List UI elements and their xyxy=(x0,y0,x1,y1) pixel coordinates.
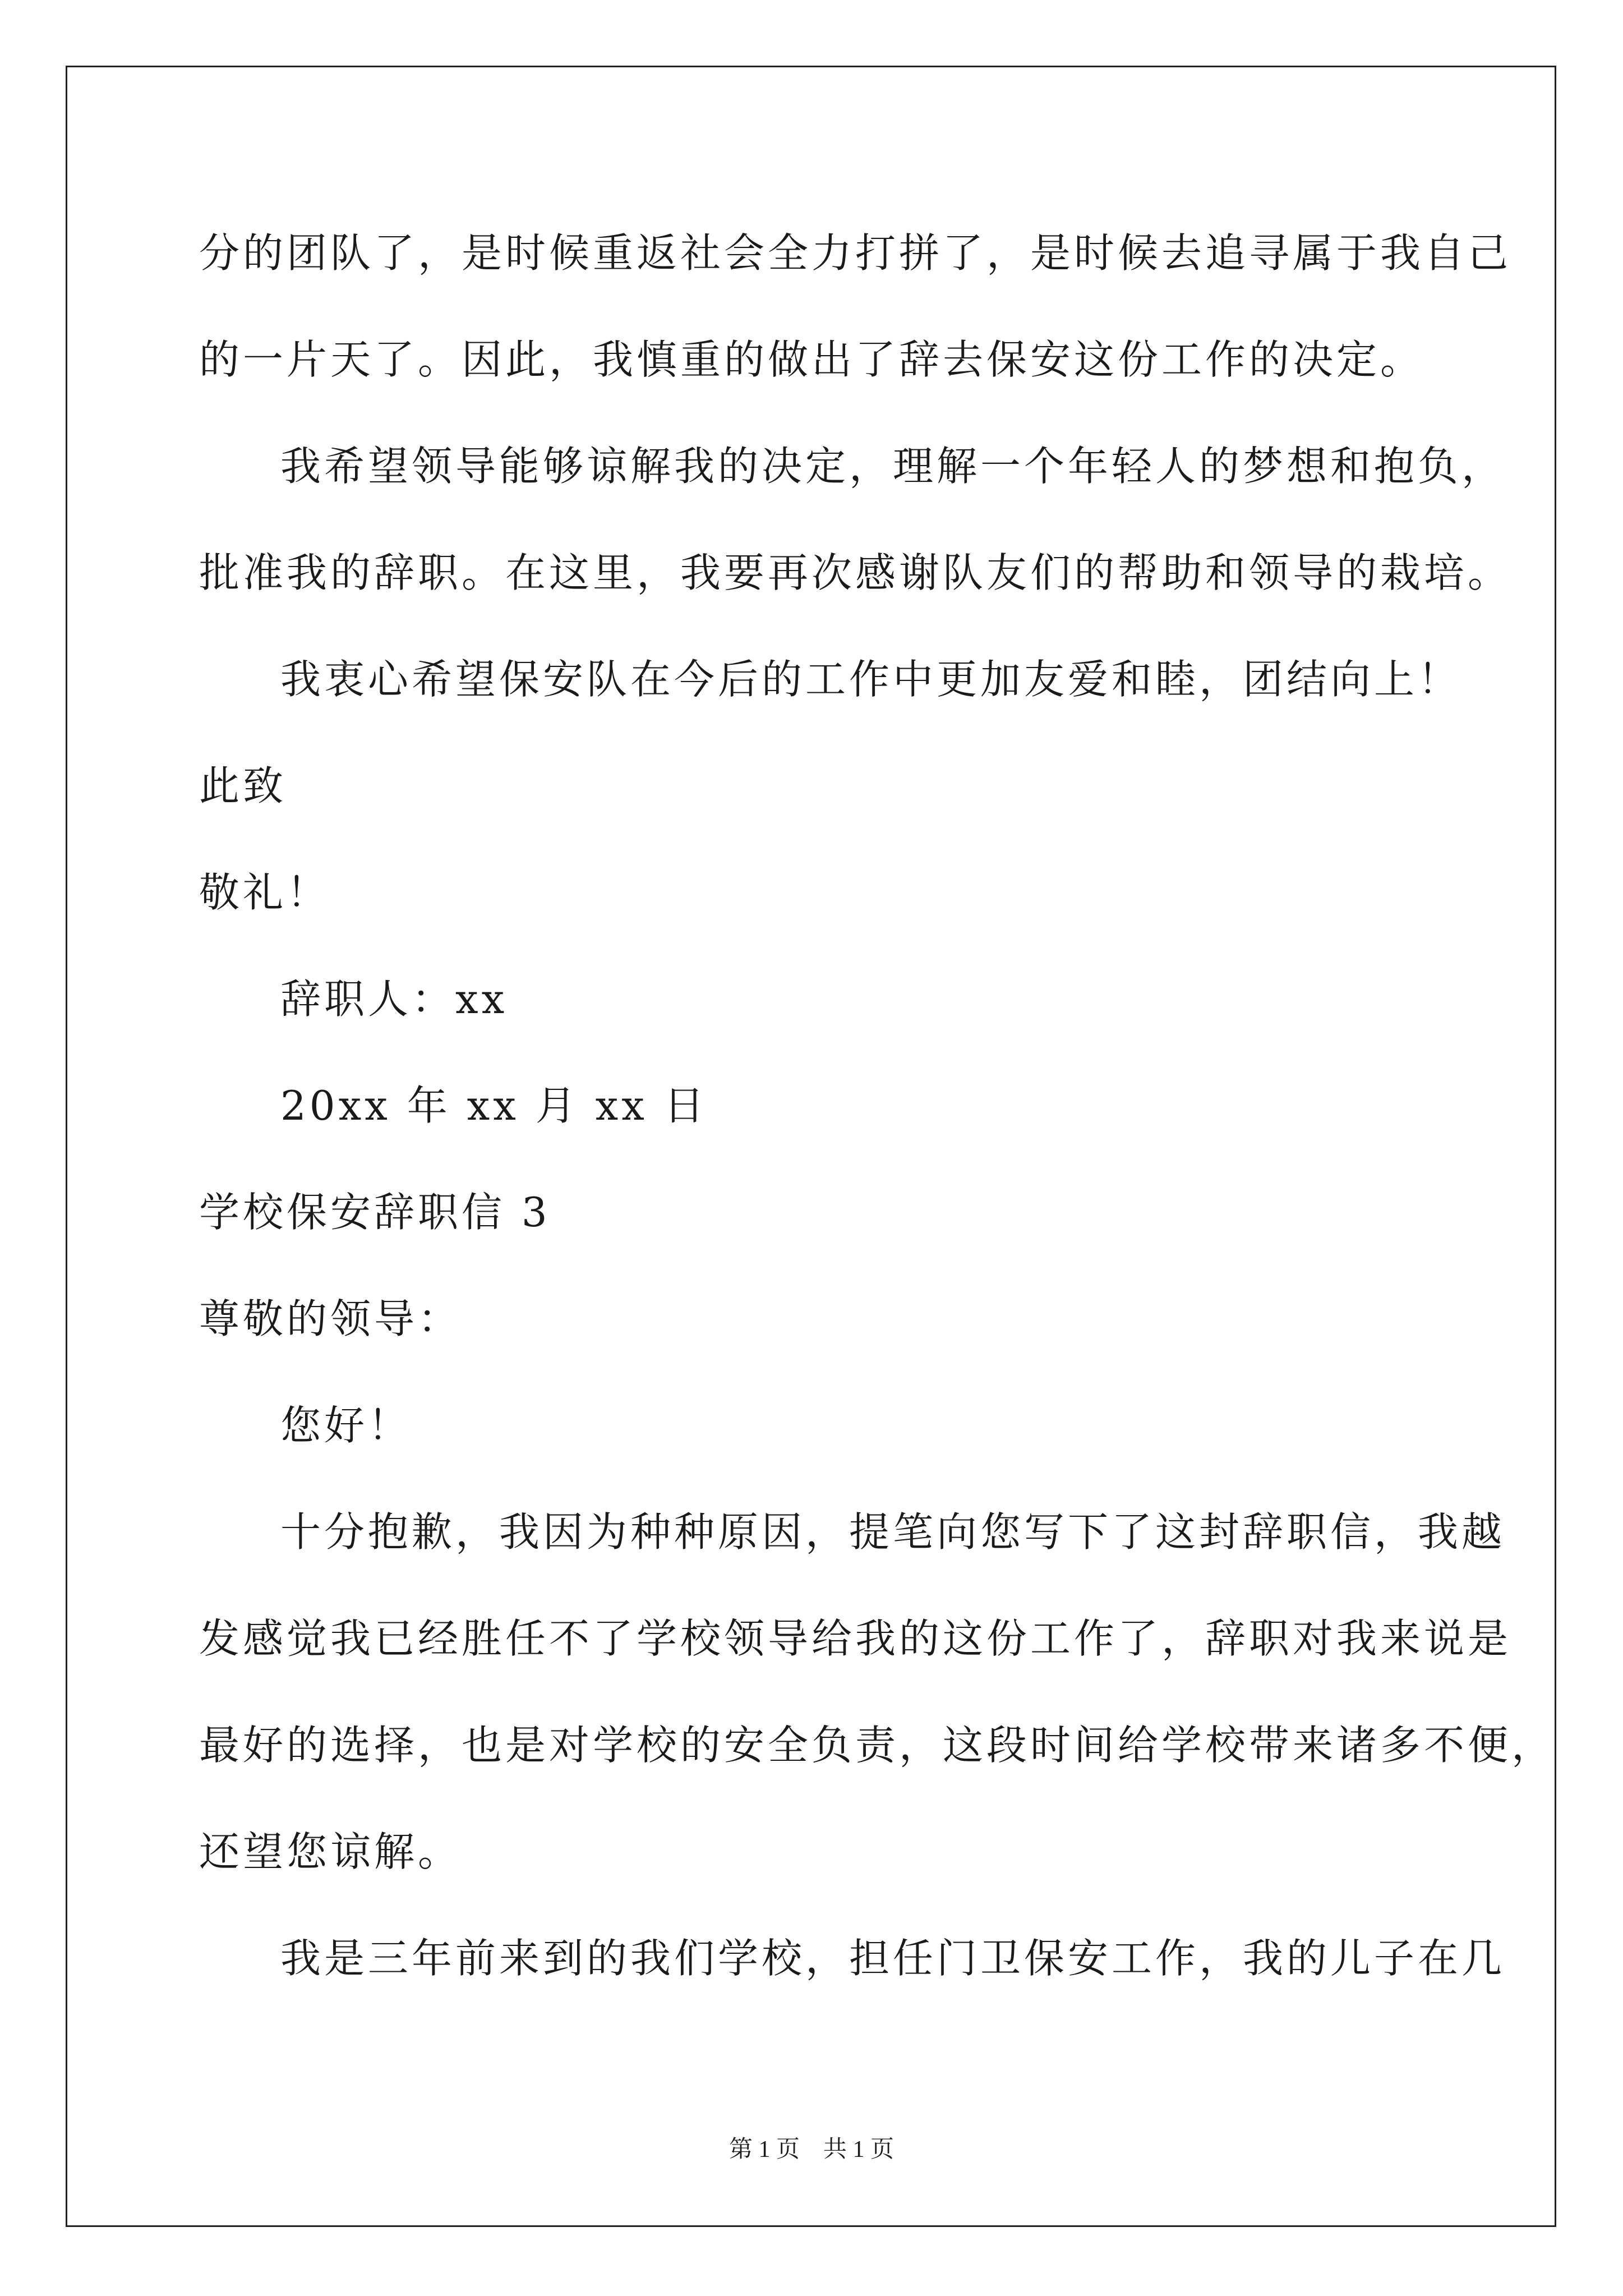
page-border xyxy=(66,66,1556,2227)
text-line: 的一片天了。因此，我慎重的做出了辞去保安这份工作的决定。 xyxy=(199,336,1424,383)
salutation-closing: 敬礼！ xyxy=(199,869,331,916)
text-line: 我衷心希望保安队在今后的工作中更加友爱和睦，团结向上！ xyxy=(280,656,1462,703)
greeting-hello: 您好！ xyxy=(280,1402,412,1449)
text-line: 发感觉我已经胜任不了学校领导给我的这份工作了，辞职对我来说是 xyxy=(199,1615,1512,1662)
section-heading: 学校保安辞职信 3 xyxy=(199,1189,551,1236)
text-line: 我是三年前来到的我们学校，担任门卫保安工作，我的儿子在几 xyxy=(280,1935,1506,1982)
date-line: 20xx 年 xx 月 xx 日 xyxy=(280,1082,708,1129)
text-line: 分的团队了，是时候重返社会全力打拼了，是时候去追寻属于我自己 xyxy=(199,229,1512,277)
greeting: 尊敬的领导： xyxy=(199,1295,462,1342)
signature-line: 辞职人：xx xyxy=(280,976,508,1023)
text-line: 我希望领导能够谅解我的决定，理解一个年轻人的梦想和抱负， xyxy=(280,443,1506,490)
page-number-footer: 第 1 页 共 1 页 xyxy=(728,2137,894,2162)
text-line: 最好的选择，也是对学校的安全负责，这段时间给学校带来诸多不便， xyxy=(199,1722,1556,1769)
text-line: 十分抱歉，我因为种种原因，提笔向您写下了这封辞职信，我越 xyxy=(280,1508,1506,1556)
text-line: 还望您谅解。 xyxy=(199,1828,462,1875)
text-line: 批准我的辞职。在这里，我要再次感谢队友们的帮助和领导的栽培。 xyxy=(199,549,1512,596)
closing-phrase: 此致 xyxy=(199,762,287,809)
